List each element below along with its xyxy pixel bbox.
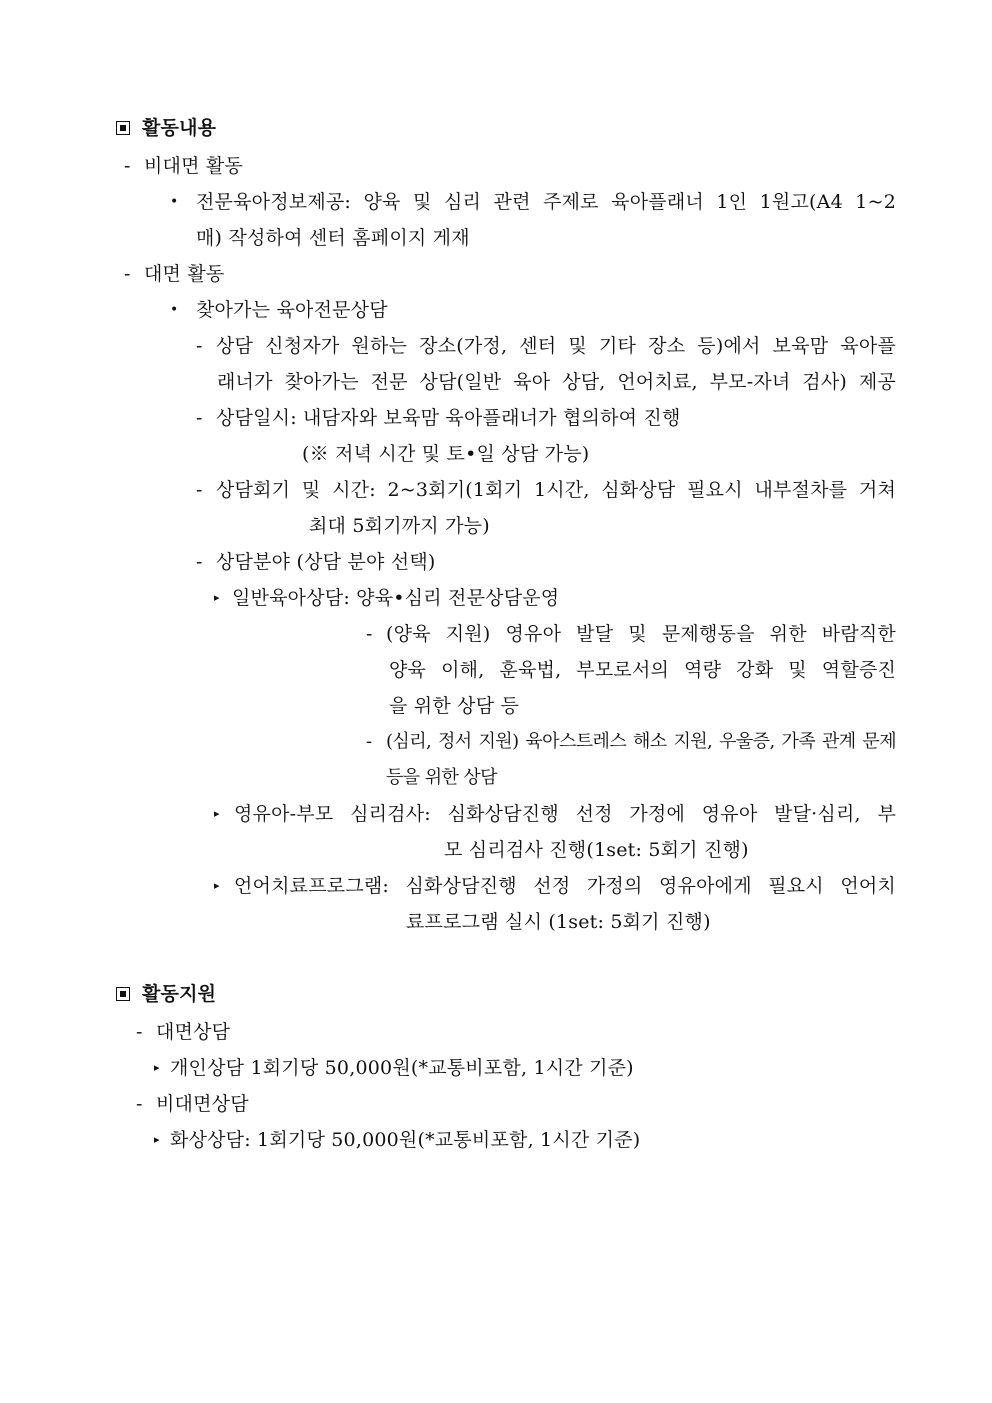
nonface-activity-label: - 비대면 활동: [124, 155, 244, 177]
section-heading-activity: 활동내용: [116, 116, 216, 140]
counseling-desc-cont: 래너가 찾아가는 전문 상담(일반 육아 상담, 언어치료, 부모-자녀 검사) 제공: [217, 371, 896, 393]
square-bullet-icon: [116, 121, 130, 135]
support-face-label: - 대면상담: [136, 1021, 231, 1043]
dash-bullet-icon: -: [366, 623, 373, 645]
face-activity-label: - 대면 활동: [124, 263, 225, 285]
section-heading-support: 활동지원: [116, 982, 216, 1006]
dash-bullet-icon: -: [366, 731, 372, 752]
parenting-support-cont2: 을 위한 상담 등: [389, 695, 520, 717]
psych-support: - (심리, 정서 지원) 육아스트레스 해소 지원, 우울증, 가족 관계 문제: [366, 731, 896, 752]
triangle-bullet-icon: ▸: [214, 807, 220, 820]
support-face-item: ▸ 개인상담 1회기당 50,000원(*교통비포함, 1시간 기준): [154, 1057, 634, 1079]
triangle-bullet-icon: ▸: [154, 1133, 160, 1146]
parenting-support-cont: 양육 이해, 훈육법, 부모로서의 역량 강화 및 역할증진: [389, 659, 896, 681]
dash-bullet-icon: -: [196, 479, 203, 501]
counseling-desc: - 상담 신청자가 원하는 장소(가정, 센터 및 기타 장소 등)에서 보육맘 육아플: [196, 335, 896, 357]
counseling-count: - 상담회기 및 시간: 2~3회기(1회기 1시간, 심화상담 필요시 내부절차를 거쳐: [196, 479, 896, 501]
support-nonface-label: - 비대면상담: [136, 1093, 249, 1115]
general-counseling-item: ▸ 일반육아상담: 양육•심리 전문상담운영: [214, 587, 560, 609]
speech-therapy-item-cont: 료프로그램 실시 (1set: 5회기 진행): [406, 911, 711, 933]
counseling-field: - 상담분야 (상담 분야 선택): [196, 551, 436, 573]
dash-bullet-icon: -: [136, 1093, 143, 1115]
parenting-support: - (양육 지원) 영유아 발달 및 문제행동을 위한 바람직한: [366, 623, 896, 645]
counseling-count-cont: 최대 5회기까지 가능): [309, 515, 490, 537]
dash-bullet-icon: -: [124, 155, 131, 177]
info-provision-item-cont: 매) 작성하여 센터 홈페이지 게재: [196, 227, 470, 249]
dash-bullet-icon: -: [196, 551, 203, 573]
counseling-date: - 상담일시: 내담자와 보육맘 육아플래너가 협의하여 진행: [196, 407, 681, 429]
speech-therapy-item: ▸ 언어치료프로그램: 심화상담진행 선정 가정의 영유아에게 필요시 언어치: [214, 875, 896, 897]
psych-support-cont: 등을 위한 상담: [386, 767, 497, 788]
psych-test-item: ▸ 영유아-부모 심리검사: 심화상담진행 선정 가정에 영유아 발달·심리, 부: [214, 803, 896, 825]
dash-bullet-icon: -: [196, 407, 203, 429]
triangle-bullet-icon: ▸: [154, 1061, 160, 1074]
triangle-bullet-icon: ▸: [214, 591, 220, 604]
square-bullet-icon: [116, 987, 130, 1001]
visiting-counseling-item: • 찾아가는 육아전문상담: [170, 299, 388, 321]
info-provision-item: • 전문육아정보제공: 양육 및 심리 관련 주제로 육아플래너 1인 1원고(A4 1~2: [170, 191, 896, 213]
dash-bullet-icon: -: [196, 335, 203, 357]
counseling-date-note: (※ 저녁 시간 및 토•일 상담 가능): [302, 443, 590, 465]
dash-bullet-icon: -: [124, 263, 131, 285]
support-nonface-item: ▸ 화상상담: 1회기당 50,000원(*교통비포함, 1시간 기준): [154, 1129, 641, 1151]
dash-bullet-icon: -: [136, 1021, 143, 1043]
triangle-bullet-icon: ▸: [214, 879, 220, 892]
psych-test-item-cont: 모 심리검사 진행(1set: 5회기 진행): [444, 839, 749, 861]
dot-bullet-icon: •: [170, 302, 179, 318]
dot-bullet-icon: •: [170, 194, 179, 210]
